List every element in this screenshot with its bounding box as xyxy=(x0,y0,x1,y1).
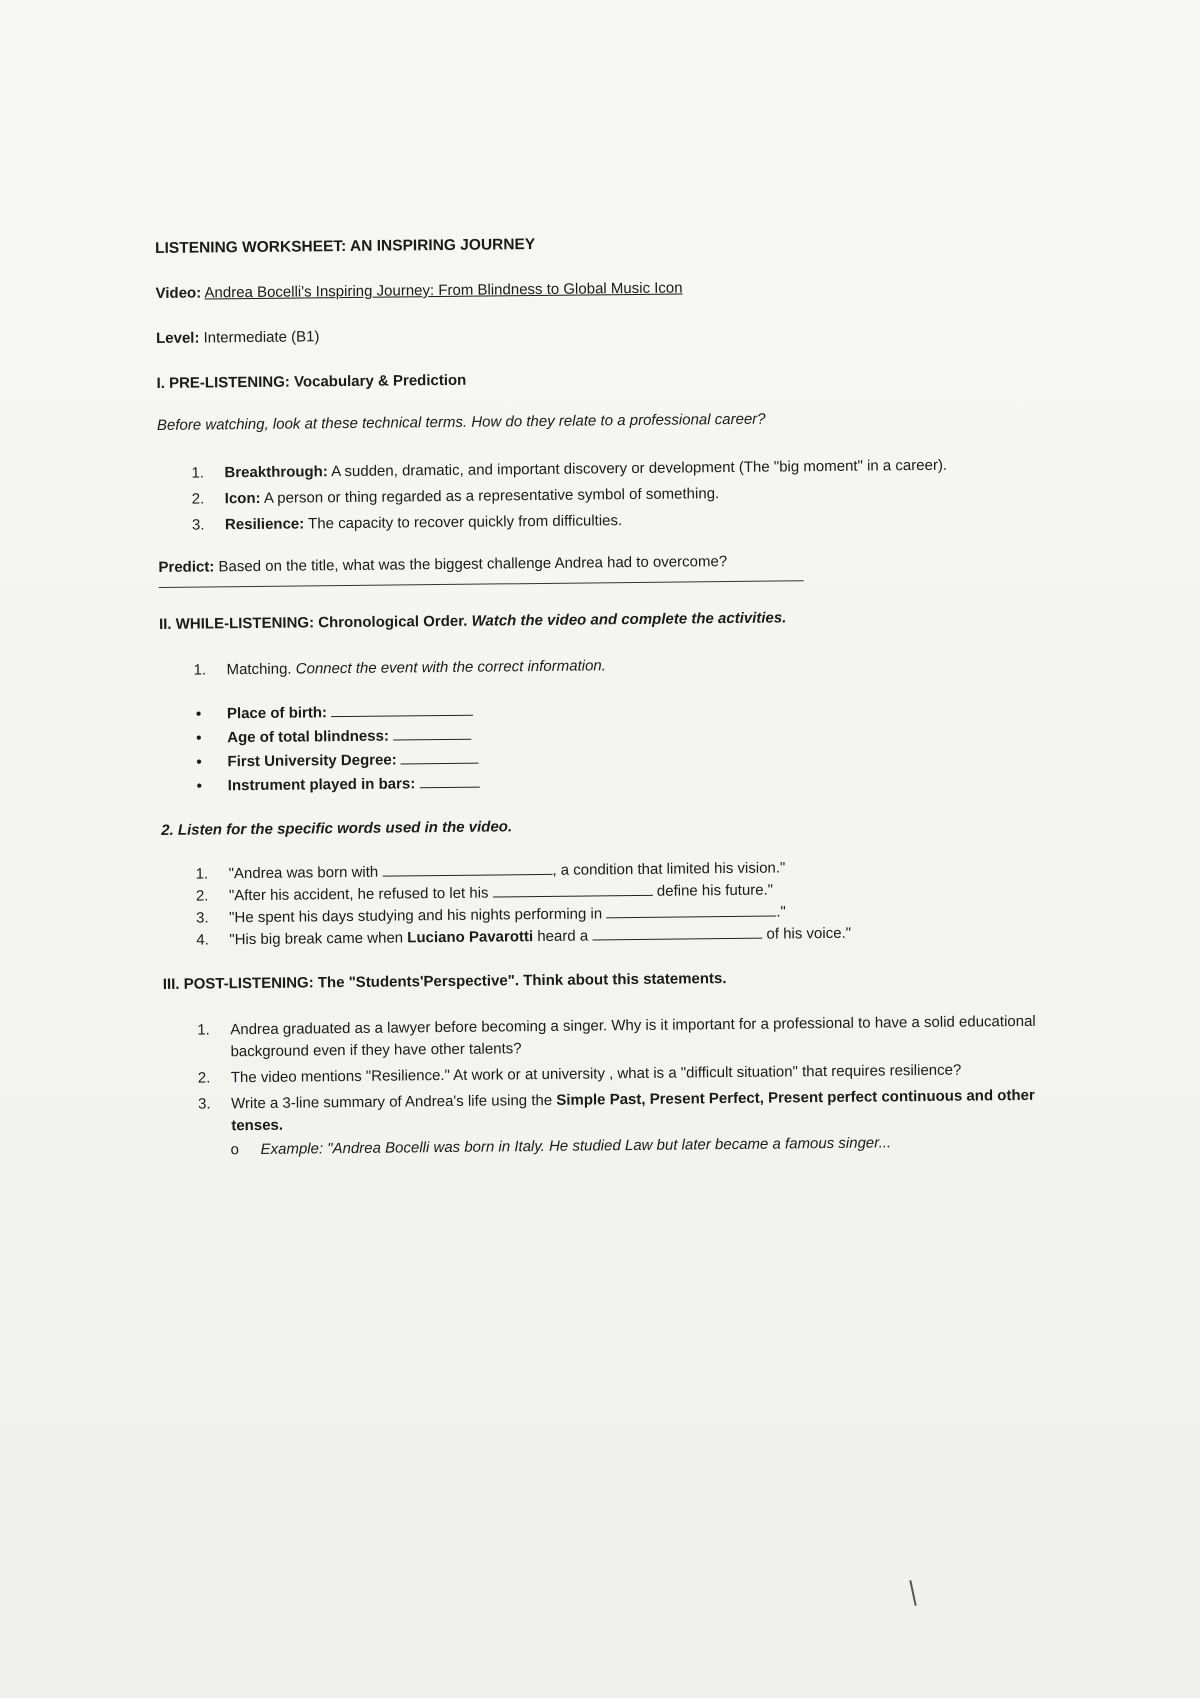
answer-blank[interactable] xyxy=(331,701,473,717)
item-number: 3. xyxy=(196,909,209,927)
video-link[interactable]: Andrea Bocelli's Inspiring Journey: From Blindness to Global Music Icon xyxy=(204,279,683,302)
quote-mid: heard a xyxy=(537,927,589,946)
answer-blank[interactable] xyxy=(382,860,552,877)
post-listening-list xyxy=(197,1011,1064,1138)
item-number: 2. xyxy=(195,887,209,905)
predict-question: Based on the title, what was the biggest challenge Andrea had to overcome? xyxy=(218,553,728,576)
matching-activity xyxy=(193,651,1059,682)
predict-line xyxy=(158,548,1058,579)
video-line xyxy=(155,274,1055,305)
quote-before: "Andrea was born with xyxy=(228,863,379,883)
matching-instruction: Connect the event with the correct information. xyxy=(295,657,606,678)
vocabulary-list xyxy=(191,454,1058,537)
vocabulary-item xyxy=(192,506,1058,537)
while-heading-instruction: Watch the video and complete the activities. xyxy=(471,609,787,630)
predict-label: Predict: xyxy=(158,558,215,576)
vocabulary-definition: A sudden, dramatic, and important discovery or development (The "big moment" in a career). xyxy=(331,456,948,481)
post-item-text: Write a 3-line summary of Andrea's life using the xyxy=(230,1091,553,1113)
worksheet-content xyxy=(155,229,1065,1162)
item-number: 2. xyxy=(191,490,205,508)
bullet-label: Instrument played in bars: xyxy=(227,775,416,795)
item-number: 1. xyxy=(191,464,205,482)
answer-blank[interactable] xyxy=(419,773,479,789)
answer-blank[interactable] xyxy=(493,881,653,898)
quote-after: define his future." xyxy=(656,881,774,900)
quote-before: "He spent his days studying and his nights performing in xyxy=(229,905,603,927)
matching-bullets xyxy=(196,695,1061,798)
post-listening-heading: III. POST-LISTENING: The "Students'Perspective". Think about this statements. xyxy=(162,970,727,993)
quote-list xyxy=(196,855,1063,952)
post-item-text: Andrea graduated as a lawyer before becoming a singer. Why is it important for a professional to have a solid educational background even if they have other talents? xyxy=(230,1012,1036,1061)
worksheet-title: LISTENING WORKSHEET: AN INSPIRING JOURNEY xyxy=(155,236,536,257)
while-heading-text: II. WHILE-LISTENING: Chronological Order. xyxy=(158,612,468,633)
pre-listening-heading: I. PRE-LISTENING: Vocabulary & Prediction xyxy=(156,371,467,392)
video-label: Video: xyxy=(155,284,202,302)
vocabulary-definition: The capacity to recover quickly from difficulties. xyxy=(308,512,623,533)
post-item-text: The video mentions "Resilience." At work or at university , what is a "difficult situation" that requires resilience? xyxy=(230,1061,962,1087)
bullet-label: Place of birth: xyxy=(226,704,328,723)
vocabulary-definition: A person or thing regarded as a representative symbol of something. xyxy=(263,485,720,507)
level-value: Intermediate (B1) xyxy=(203,328,320,347)
item-number: 2. xyxy=(197,1069,211,1087)
item-number: 3. xyxy=(191,516,205,534)
while-listening-heading xyxy=(159,605,1059,636)
bullet-dot: • xyxy=(196,753,202,771)
bullet-dot: • xyxy=(196,729,202,747)
sub-bullet: o xyxy=(230,1141,239,1159)
bullet-dot: • xyxy=(196,777,203,795)
matching-label: Matching. xyxy=(226,660,292,679)
vocabulary-term: Icon: xyxy=(224,489,261,508)
vocabulary-term: Resilience: xyxy=(224,515,305,534)
quote-after: of his voice." xyxy=(766,924,852,943)
post-item-tenses: Simple Past, Present Perfect, Present perfect continuous and other tenses. xyxy=(231,1086,1035,1135)
vocabulary-term: Breakthrough: xyxy=(224,463,328,482)
answer-blank[interactable] xyxy=(606,902,776,919)
item-number: 1. xyxy=(193,661,207,679)
quote-after: ." xyxy=(776,903,786,921)
pre-listening-instruction: Before watching, look at these technical terms. How do they relate to a professional career? xyxy=(156,410,766,434)
listen-heading: 2. Listen for the specific words used in the video. xyxy=(161,818,513,839)
answer-blank[interactable] xyxy=(401,749,479,765)
bullet-label: First University Degree: xyxy=(227,751,397,771)
level-label: Level: xyxy=(155,329,200,347)
example-text: Example: "Andrea Bocelli was born in Italy. He studied Law but later became a famous singer... xyxy=(260,1134,892,1158)
matching-item xyxy=(193,651,1059,682)
answer-blank[interactable] xyxy=(393,725,471,741)
post-item xyxy=(197,1011,1063,1064)
bullet-dot: • xyxy=(195,705,202,723)
quote-bold-name: Luciano Pavarotti xyxy=(407,928,534,947)
bullet-label: Age of total blindness: xyxy=(227,727,389,747)
quote-before: "His big break came when xyxy=(229,929,404,949)
item-number: 4. xyxy=(196,931,209,949)
answer-blank[interactable] xyxy=(592,924,762,941)
item-number: 1. xyxy=(195,865,209,883)
post-item xyxy=(198,1085,1064,1138)
item-number: 1. xyxy=(197,1021,210,1039)
predict-answer-line[interactable] xyxy=(159,580,804,588)
item-number: 3. xyxy=(197,1095,211,1113)
pen-mark xyxy=(909,1580,916,1606)
quote-after: , a condition that limited his vision." xyxy=(552,859,786,879)
level-line xyxy=(156,319,1056,350)
quote-before: "After his accident, he refused to let his xyxy=(228,884,489,905)
